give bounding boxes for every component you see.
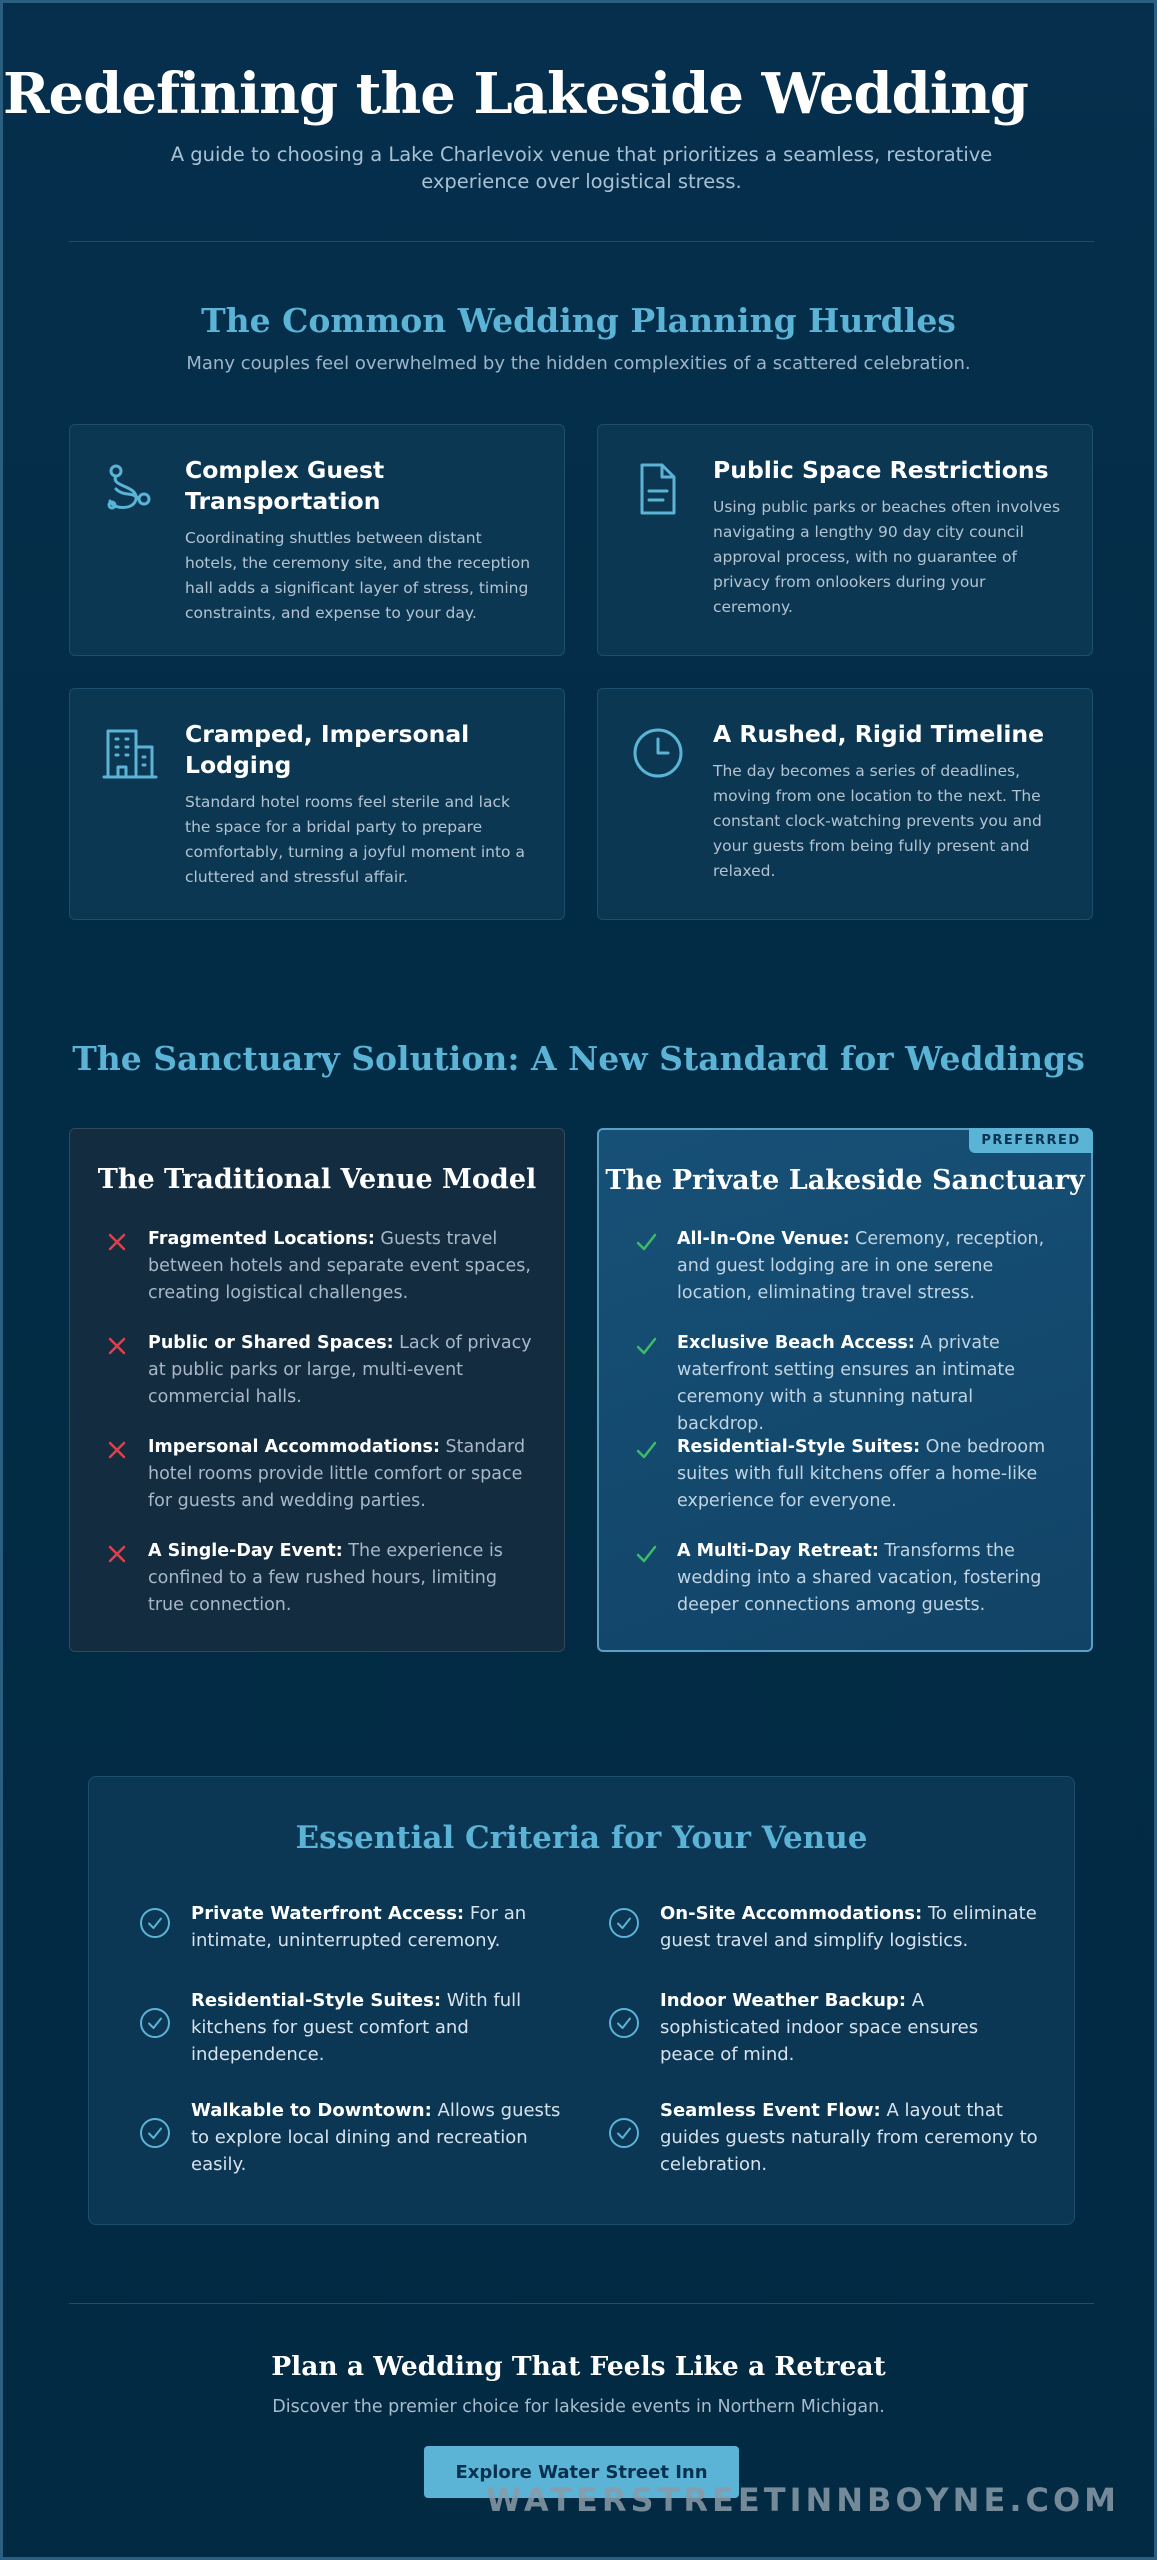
hurdle-card-title: Complex Guest Transportation: [185, 456, 385, 515]
cta-subtitle: Discover the premier choice for lakeside events in Northern Michigan.: [272, 2397, 885, 2417]
hurdles-title: The Common Wedding Planning Hurdles: [201, 301, 956, 340]
criteria-item: [139, 2097, 569, 2177]
item-label: Private Waterfront Access:: [191, 1903, 465, 1924]
hurdle-card-text: Using public parks or beaches often involves navigating a lengthy 90 day city council approval process, with no guarantee of privacy from onlookers during your ceremony.: [713, 498, 1061, 616]
check-circle-icon: [139, 2007, 171, 2039]
site-watermark: WATERSTREETINNBOYNE.COM: [486, 2481, 1120, 2519]
item-text: With full kitchens for guest comfort and independence.: [191, 1990, 522, 2065]
divider: [69, 2303, 1094, 2304]
item-text: A private waterfront setting ensures an intimate ceremony with a stunning natural backdrop.: [677, 1333, 1016, 1434]
hurdle-card-lodging: [69, 688, 565, 920]
check-icon: [635, 1543, 657, 1565]
item-text: The experience is confined to a few rushed hours, limiting true connection.: [148, 1541, 503, 1615]
list-item: [599, 1434, 1091, 1524]
document-icon: [630, 461, 686, 517]
page-title: Redefining the Lakeside Wedding: [3, 61, 1028, 127]
item-label: Fragmented Locations:: [148, 1229, 375, 1249]
explore-button[interactable]: Explore Water Street Inn: [424, 2446, 739, 2498]
item-label: Impersonal Accommodations:: [148, 1437, 440, 1457]
hurdles-subtitle: Many couples feel overwhelmed by the hidden complexities of a scattered celebration.: [186, 353, 971, 374]
item-text: Allows guests to explore local dining and recreation easily.: [191, 2100, 561, 2175]
check-circle-icon: [608, 1907, 640, 1939]
item-label: A Multi-Day Retreat:: [677, 1541, 879, 1561]
item-label: Indoor Weather Backup:: [660, 1990, 907, 2011]
clock-icon: [630, 725, 686, 781]
item-label: Walkable to Downtown:: [191, 2100, 432, 2121]
hurdle-card-text: Standard hotel rooms feel sterile and lack the space for a bridal party to prepare comfortably, turning a joyful moment into a cluttered and stressful affair.: [185, 793, 525, 886]
item-label: Residential-Style Suites:: [677, 1437, 921, 1457]
item-text: A layout that guides guests naturally from ceremony to celebration.: [660, 2100, 1038, 2175]
criteria-item: [608, 1987, 1038, 2067]
check-circle-icon: [139, 2117, 171, 2149]
check-circle-icon: [608, 2117, 640, 2149]
criteria-item: [608, 2097, 1038, 2177]
criteria-item: [139, 1987, 569, 2067]
preferred-badge: PREFERRED: [969, 1128, 1093, 1153]
item-text: For an intimate, uninterrupted ceremony.: [191, 1903, 527, 1951]
traditional-venue-title: The Traditional Venue Model: [97, 1164, 537, 1195]
item-label: Exclusive Beach Access:: [677, 1333, 915, 1353]
item-label: Residential-Style Suites:: [191, 1990, 442, 2011]
check-icon: [635, 1439, 657, 1461]
list-item: [70, 1226, 564, 1316]
transport-route-icon: [102, 461, 158, 517]
list-item: [70, 1330, 564, 1420]
cross-icon: [106, 1439, 128, 1461]
item-text: Standard hotel rooms provide little comfort or space for guests and wedding parties.: [148, 1437, 526, 1511]
divider: [69, 241, 1094, 242]
item-label: A Single-Day Event:: [148, 1541, 343, 1561]
criteria-item: [608, 1900, 1038, 1980]
hurdle-card-public-space: [597, 424, 1093, 656]
item-text: Ceremony, reception, and guest lodging are in one serene location, eliminating travel stress.: [677, 1229, 1045, 1303]
page-subtitle: A guide to choosing a Lake Charlevoix venue that prioritizes a seamless, restorative experience over logistical stress.: [170, 143, 993, 193]
item-label: On-Site Accommodations:: [660, 1903, 923, 1924]
list-item: [599, 1538, 1091, 1628]
check-circle-icon: [608, 2007, 640, 2039]
item-text: Lack of privacy at public parks or large, multi-event commercial halls.: [148, 1333, 532, 1407]
item-text: To eliminate guest travel and simplify logistics.: [660, 1903, 1037, 1951]
hurdle-card-title: Cramped, Impersonal Lodging: [185, 720, 470, 779]
cta-title: Plan a Wedding That Feels Like a Retreat: [271, 2351, 886, 2382]
check-circle-icon: [139, 1907, 171, 1939]
traditional-venue-card: [69, 1128, 565, 1652]
list-item: [70, 1538, 564, 1628]
item-label: Seamless Event Flow:: [660, 2100, 881, 2121]
criteria-title: Essential Criteria for Your Venue: [295, 1820, 868, 1856]
item-text: Transforms the wedding into a shared vacation, fostering deeper connections among guests.: [677, 1541, 1042, 1615]
list-item: [70, 1434, 564, 1524]
item-label: Public or Shared Spaces:: [148, 1333, 394, 1353]
cross-icon: [106, 1335, 128, 1357]
criteria-panel: [88, 1776, 1075, 2225]
hurdle-card-text: The day becomes a series of deadlines, moving from one location to the next. The constant clock-watching prevents you and your guests from being fully present and relaxed.: [713, 762, 1042, 880]
sanctuary-title: The Private Lakeside Sanctuary: [605, 1165, 1085, 1196]
cross-icon: [106, 1231, 128, 1253]
cross-icon: [106, 1543, 128, 1565]
hotel-building-icon: [102, 725, 158, 781]
list-item: [599, 1330, 1091, 1434]
hurdle-card-transport: [69, 424, 565, 656]
hurdle-card-text: Coordinating shuttles between distant hotels, the ceremony site, and the reception hall adds a significant layer of stress, timing constraints, and expense to your day.: [185, 529, 531, 622]
item-text: Guests travel between hotels and separate event spaces, creating logistical challenges.: [148, 1229, 531, 1303]
check-icon: [635, 1231, 657, 1253]
sanctuary-card: [597, 1128, 1093, 1652]
item-text: One bedroom suites with full kitchens offer a home-like experience for everyone.: [677, 1437, 1046, 1511]
item-text: A sophisticated indoor space ensures peace of mind.: [660, 1990, 979, 2065]
solution-title: The Sanctuary Solution: A New Standard for Weddings: [72, 1039, 1085, 1078]
list-item: [599, 1226, 1091, 1316]
hurdle-card-title: Public Space Restrictions: [713, 456, 1049, 484]
hurdle-card-timeline: [597, 688, 1093, 920]
item-label: All-In-One Venue:: [677, 1229, 850, 1249]
hurdle-card-title: A Rushed, Rigid Timeline: [713, 720, 1045, 748]
criteria-item: [139, 1900, 569, 1980]
check-icon: [635, 1335, 657, 1357]
